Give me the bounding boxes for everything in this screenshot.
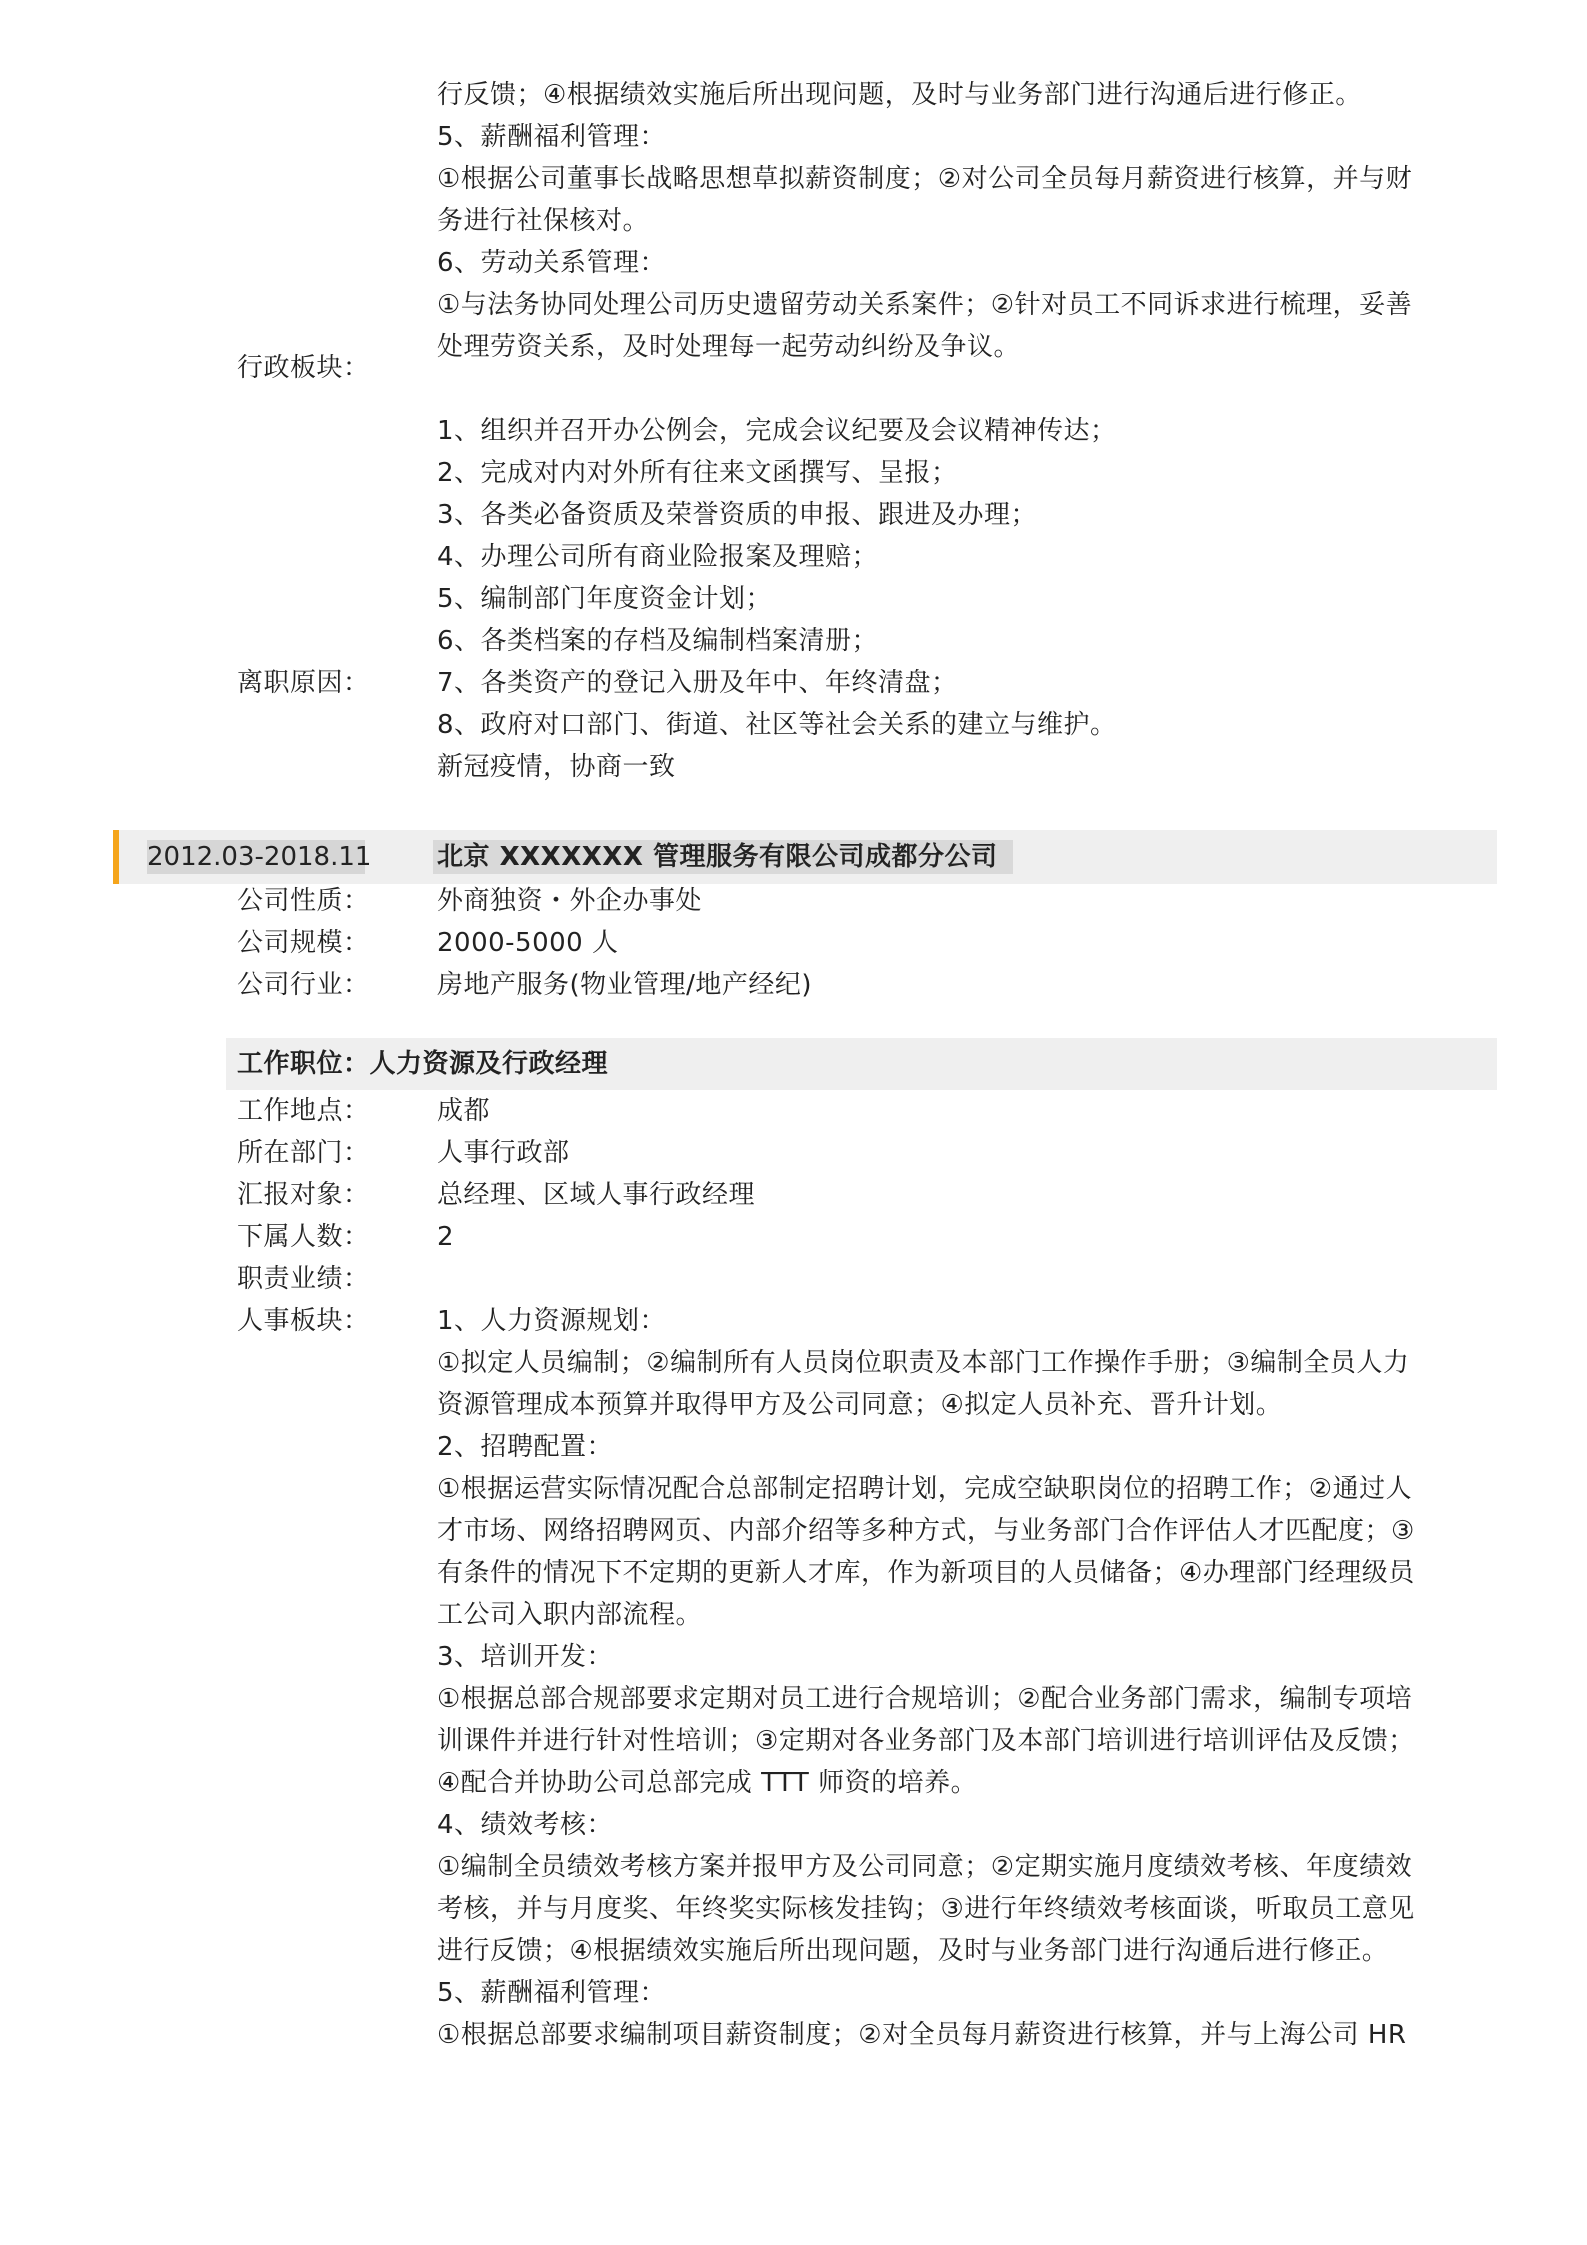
text-line: ①与法务协同处理公司历史遗留劳动关系案件；②针对员工不同诉求进行梳理，妥善 <box>437 290 1413 320</box>
position-title: 工作职位：人力资源及行政经理 <box>237 1049 609 1079</box>
hr-line: 才市场、网络招聘网页、内部介绍等多种方式，与业务部门合作评估人才匹配度；③ <box>437 1516 1415 1546</box>
hr-line: 3、培训开发： <box>437 1642 614 1672</box>
hr-line: ①根据运营实际情况配合总部制定招聘计划，完成空缺职岗位的招聘工作；②通过人 <box>437 1474 1413 1504</box>
report-to-value: 总经理、区域人事行政经理 <box>437 1180 756 1210</box>
admin-item: 3、各类必备资质及荣誉资质的申报、跟进及办理； <box>437 500 1038 530</box>
subordinates-value: 2 <box>437 1222 455 1252</box>
work-location-label: 工作地点： <box>237 1096 370 1126</box>
hr-line: 1、人力资源规划： <box>437 1306 667 1336</box>
responsibilities-label: 职责业绩： <box>237 1264 370 1294</box>
hr-line: ④配合并协助公司总部完成 TTT 师资的培养。 <box>437 1768 978 1798</box>
hr-line: ①拟定人员编制；②编制所有人员岗位职责及本部门工作操作手册；③编制全员人力 <box>437 1348 1410 1378</box>
admin-item: 2、完成对内对外所有往来文函撰写、呈报； <box>437 458 958 488</box>
hr-line: 工公司入职内部流程。 <box>437 1600 703 1630</box>
hr-line: 5、薪酬福利管理： <box>437 1978 667 2008</box>
department-value: 人事行政部 <box>437 1138 570 1168</box>
hr-line: ①编制全员绩效考核方案并报甲方及公司同意；②定期实施月度绩效考核、年度绩效 <box>437 1852 1413 1882</box>
company-name <box>437 836 997 878</box>
company-name-suffix: 管理服务有限公司成都分公司 <box>643 842 998 872</box>
hr-section-label: 人事板块： <box>237 1306 370 1336</box>
hr-line: ①根据总部合规部要求定期对员工进行合规培训；②配合业务部门需求，编制专项培 <box>437 1684 1413 1714</box>
company-size-label: 公司规模： <box>237 928 370 958</box>
admin-item: 8、政府对口部门、街道、社区等社会关系的建立与维护。 <box>437 710 1117 740</box>
work-location-value: 成都 <box>437 1096 491 1126</box>
text-line: 处理劳资关系，及时处理每一起劳动纠纷及争议。 <box>437 332 1021 362</box>
leave-reason-value: 新冠疫情，协商一致 <box>437 752 676 782</box>
company-industry-value: 房地产服务(物业管理/地产经纪) <box>437 970 813 1000</box>
hr-line: 有条件的情况下不定期的更新人才库，作为新项目的人员储备；④办理部门经理级员 <box>437 1558 1415 1588</box>
leave-reason-label: 离职原因： <box>237 668 370 698</box>
hr-line: 训课件并进行针对性培训；③定期对各业务部门及本部门培训进行培训评估及反馈； <box>437 1726 1415 1756</box>
admin-item: 1、组织并召开办公例会，完成会议纪要及会议精神传达； <box>437 416 1117 446</box>
text-line: ①根据公司董事长战略思想草拟薪资制度；②对公司全员每月薪资进行核算，并与财 <box>437 164 1413 194</box>
department-label: 所在部门： <box>237 1138 370 1168</box>
hr-line: 考核，并与月度奖、年终奖实际核发挂钩；③进行年终绩效考核面谈，听取员工意见 <box>437 1894 1415 1924</box>
hr-line: 2、招聘配置： <box>437 1432 614 1462</box>
company-size-value: 2000-5000 人 <box>437 928 619 958</box>
admin-item: 7、各类资产的登记入册及年中、年终清盘； <box>437 668 958 698</box>
hr-line: ①根据总部要求编制项目薪资制度；②对全员每月薪资进行核算，并与上海公司 HR <box>437 2020 1407 2050</box>
admin-item: 5、编制部门年度资金计划； <box>437 584 773 614</box>
text-line: 6、劳动关系管理： <box>437 248 667 278</box>
company-type-label: 公司性质： <box>237 886 370 916</box>
admin-item: 6、各类档案的存档及编制档案清册； <box>437 626 879 656</box>
hr-line: 资源管理成本预算并取得甲方及公司同意；④拟定人员补充、晋升计划。 <box>437 1390 1283 1420</box>
company-type-value: 外商独资・外企办事处 <box>437 886 703 916</box>
text-line: 5、薪酬福利管理： <box>437 122 667 152</box>
company-name-mask: XXXXXXX <box>499 842 644 872</box>
subordinates-label: 下属人数： <box>237 1222 370 1252</box>
report-to-label: 汇报对象： <box>237 1180 370 1210</box>
text-line: 行反馈；④根据绩效实施后所出现问题，及时与业务部门进行沟通后进行修正。 <box>437 80 1362 110</box>
company-name-prefix: 北京 <box>437 842 500 872</box>
text-line: 务进行社保核对。 <box>437 206 650 236</box>
company-industry-label: 公司行业： <box>237 970 370 1000</box>
admin-section-label: 行政板块： <box>237 353 370 383</box>
hr-line: 4、绩效考核： <box>437 1810 614 1840</box>
hr-line: 进行反馈；④根据绩效实施后所出现问题，及时与业务部门进行沟通后进行修正。 <box>437 1936 1389 1966</box>
admin-item: 4、办理公司所有商业险报案及理赔； <box>437 542 879 572</box>
job-period: 2012.03-2018.11 <box>147 842 372 872</box>
job-header-accent <box>113 830 119 884</box>
